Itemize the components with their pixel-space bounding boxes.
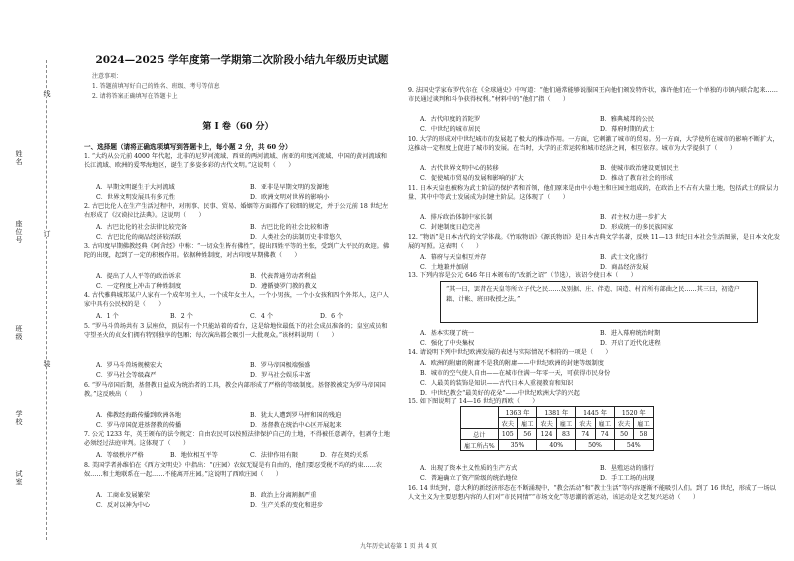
total-cell: 50	[614, 429, 633, 440]
year-1445: 1445 年	[576, 407, 615, 418]
question-11: 11. 日本天皇也被称为武士阶层的保护者和首领，他们原来是由中小地主和庄园主组成的，在政治上不占有大量土地，包括武士的阶层力量、其中中等武士发展成为封建主阶层。这体现了（ ）	[408, 185, 779, 202]
q5-option-b[interactable]: B．罗马帝国极端强盛	[250, 362, 311, 369]
edict-quote: “其一曰，罢昔在天皇等所立子代之民……及别据、庄、伴造、国造、村首所有部曲之民……其三曰，初造户籍、计帐、班田收授之法。”	[446, 286, 740, 303]
q13-option-d[interactable]: D．开启了近代化进程	[600, 340, 661, 347]
q9-option-c[interactable]: C．中世纪的城市居民	[420, 126, 481, 133]
cut-label-1: 线	[43, 90, 51, 97]
question-6: 6. “罗马帝国后期，基督教日益成为统治者的工具，教会内部形成了严格的等级制度。基督教被定为罗马帝国国教。”这反映出（ ）	[84, 382, 386, 399]
question-4: 4. 古代雅典城邦某户人家有一个成年男主人，一个成年女主人，一个小男孩，一个小女孩和四个外邦人，这户人家中具有公民权的是（ ）	[84, 292, 389, 309]
question-16: 16. 14 世纪时，意大利的新经济形态在不断涌现中，“教会活动”和“教士生活”等内容逐渐不能吸引人们。到了 16 世纪，形成了一场以人文主义为主要思想内容的人们对“市民同情”“市场文化”等思潮的新运动，该运动是文艺复兴运动（ ）	[408, 485, 776, 502]
q12-option-d[interactable]: D．商品经济发展	[600, 264, 649, 271]
seat-label: 座位号	[15, 220, 23, 244]
q11-option-d[interactable]: D．形成统一的多民族国家	[600, 224, 674, 231]
total-cell: 124	[537, 429, 556, 440]
q13-option-c[interactable]: C．强化了中央集权	[420, 340, 475, 347]
q12-option-a[interactable]: A．幕府与天皇相互并存	[420, 254, 487, 261]
q15-option-b[interactable]: B．垦殖运动的盛行	[600, 465, 655, 472]
q6-option-b[interactable]: B．犹太人遭到罗马抨和国的残迫	[250, 412, 342, 419]
binding-strip	[8, 60, 78, 540]
q10-option-b[interactable]: B．使城市政治建设更加民主	[600, 165, 679, 172]
q15-option-c[interactable]: C．普遍确立了资产阶级的统治地位	[420, 475, 518, 482]
ratio-label: 雇工所占%	[461, 440, 499, 451]
class-label: 班级	[15, 325, 23, 341]
q3-option-b[interactable]: B．代表普通劳动者利益	[250, 273, 317, 280]
cut-label-2: 订	[43, 230, 51, 237]
sub-header: 农夫	[576, 418, 595, 429]
ratio-cell: 40%	[537, 440, 576, 451]
section-heading: 一、选择题（请将正确选项填写到答题卡上，每小题 2 分，共 60 分）	[84, 143, 292, 151]
q13-option-b[interactable]: B．进入幕府统治时期	[600, 330, 661, 337]
q14-option-d[interactable]: D．中世纪教会“最美好的花朵”——中世纪欧洲大学的兴起	[420, 390, 580, 397]
ratio-cell: 50%	[576, 440, 615, 451]
q9-option-d[interactable]: D．幕府时期的武士	[600, 126, 655, 133]
q8-option-d[interactable]: D．生产关系的变化和进步	[250, 502, 324, 509]
q9-option-b[interactable]: B．雅典城邦的公民	[600, 116, 655, 123]
room-label: 试室	[15, 470, 23, 486]
q5-option-d[interactable]: D．罗马社会娱乐丰富	[250, 372, 311, 379]
edict-quote-box	[440, 281, 758, 323]
note-2: 2. 请将答案正确填写在答题卡上	[92, 93, 178, 100]
total-cell: 105	[498, 429, 517, 440]
q12-option-c[interactable]: C．土地兼并加剧	[420, 264, 469, 271]
q12-option-b[interactable]: B．武士文化盛行	[600, 254, 648, 261]
q2-option-c[interactable]: C．古巴比伦的商品经济较活跃	[96, 234, 182, 241]
q14-option-c[interactable]: C．人最美的装饰是知识——古代日本人重视教育和知识	[420, 380, 574, 387]
q4-option-c[interactable]: C．4 个	[250, 313, 274, 320]
q4-option-d[interactable]: D．6 个	[320, 313, 344, 320]
year-1363: 1363 年	[498, 407, 537, 418]
cut-label-3: 装	[43, 360, 51, 367]
q7-option-d[interactable]: D．存在契约关系	[320, 452, 369, 459]
q14-option-a[interactable]: A．欧洲的附庸的附庸不是我的附庸——中世纪欧洲的封建等级制度	[420, 360, 604, 367]
question-5: 5. “罗马斗兽场共有 3 层座位，顶层有一个只能站着的看台，这是给地位最低下的社会成员准备的；皇室成员和守望圣火的贞女们拥有特别独享的包厢；每次演出都会吸引一大批观众。”该材料说明（ ）	[84, 323, 388, 340]
table-row	[461, 407, 654, 418]
question-12: 12. “物语”是日本古代的文学体裁。《竹取物语》《源氏物语》是日本古典文学名著，反映 11—13 世纪日本社会生活图景，是日本文化发展的写照。这表明（ ）	[408, 234, 780, 251]
cut-line	[46, 60, 47, 540]
q14-option-b[interactable]: B．城市的空气使人自由——在城市住满一年零一天，可获得市民身份	[420, 370, 611, 377]
ratio-cell: 54%	[614, 440, 653, 451]
question-14: 14. 请说明下列中世纪欧洲发展的表述与实际情况不相符的一项是（ ）	[408, 349, 612, 356]
q1-option-c[interactable]: C．世界文明发展具有多元性	[96, 194, 175, 201]
question-3: 3. 古印度早期佛教经典《阿含经》中称：“一切众生皆有佛性”，提出四姓平等的主张，受到广大平民的欢迎。佛陀的出现，起到了一定的积极作用。依据种姓制度，对古印度早期佛教（ ）	[84, 243, 390, 260]
question-7: 7. 公元 1233 年，英王颁布的法令规定：自由农民可以按照法律保护自己的土地，不得被任意剥夺，但剥夺土地必须经过法庭审判。这体现了（ ）	[84, 431, 390, 448]
q6-option-c[interactable]: C．罗马帝国促进基督教的传播	[96, 422, 182, 429]
table-corner	[461, 407, 499, 429]
q7-option-c[interactable]: C．法律作用有限	[250, 452, 299, 459]
total-cell: 56	[518, 429, 537, 440]
q10-option-d[interactable]: D．推动了教育社会的形成	[600, 175, 674, 182]
q3-option-a[interactable]: A．提出了人人平等的政治诉求	[96, 273, 181, 280]
question-1: 1. “大约从公元前 4000 年代起，北非的尼罗河流域、西亚的两河流域、南亚的印度河流域、中国的黄河流域和长江流域、欧洲的爱琴海地区，诞生了多姿多彩的古代文明。”这说明（ ）	[84, 153, 387, 170]
sub-header: 雇工	[595, 418, 614, 429]
question-2: 2. 古巴比伦人在生产生活过程中，对刑事、民事、贸易、婚姻等方面都作了较细的规定，并于公元前 18 世纪左右形成了《汉谟拉比法典》。这说明（ ）	[84, 203, 389, 220]
question-13: 13. 下列内容是公元 646 年日本颁布的“改新之诏”（节选），该诏令使日本（ ）	[408, 272, 637, 279]
total-cell: 74	[576, 429, 595, 440]
year-1520: 1520 年	[614, 407, 653, 418]
roll-heading: 第 I 卷（60 分）	[202, 122, 274, 132]
q8-option-a[interactable]: A．工商业发展繁荣	[96, 492, 150, 499]
notes	[92, 72, 392, 102]
page-footer: 九年历史试卷第 1 页 共 4 页	[360, 543, 438, 550]
q3-option-d[interactable]: D．遵循婆罗门教的教义	[250, 283, 317, 290]
q10-option-c[interactable]: C．促使城市贸易的发展和影响的扩大	[420, 175, 524, 182]
q11-option-a[interactable]: A．排斥政治体制中家长制	[420, 214, 493, 221]
year-1381: 1381 年	[537, 407, 576, 418]
sub-header: 农夫	[498, 418, 517, 429]
q2-option-b[interactable]: B．古巴比伦的社会比较和谐	[250, 224, 329, 231]
q1-option-d[interactable]: D．欧洲文明对世界的影响小	[250, 194, 330, 201]
notes-head: 注意事项：	[92, 73, 123, 80]
question-8: 8. 美国学者孙维伯在《西方文明史》中指出：“(庄园）农奴无疑是有自由的，他们要忍受税不均的约束……农奴……和土地联系在一起……不能离开庄园。”这说明了西欧庄园（ ）	[84, 462, 383, 479]
sub-header: 雇工	[556, 418, 575, 429]
total-cell: 58	[634, 429, 653, 440]
total-label: 总计	[461, 429, 499, 440]
note-1: 1. 答题前填写好自己的姓名、班级、考号等信息	[92, 83, 220, 90]
q2-option-a[interactable]: A．古巴比伦的社会法律比较完备	[96, 224, 188, 231]
q9-option-a[interactable]: A．古代印度的首陀罗	[420, 116, 481, 123]
q1-option-a[interactable]: A．早期文明诞生于大河流域	[96, 184, 175, 191]
q8-option-b[interactable]: B．政治上分离割据严重	[250, 492, 317, 499]
q6-option-d[interactable]: D．基督教在统治中心区开展起来	[250, 422, 342, 429]
total-cell: 83	[556, 429, 575, 440]
sub-header: 雇工	[518, 418, 537, 429]
question-15: 15. 如下图说明了 14—16 世纪的西欧（ ）	[408, 398, 539, 405]
table-row	[461, 429, 654, 440]
sub-header: 农夫	[614, 418, 633, 429]
q2-option-d[interactable]: D．人类社会的法制历史非常悠久	[250, 234, 342, 241]
q4-option-b[interactable]: B．2 个	[170, 313, 193, 320]
name-label: 姓名	[15, 150, 23, 166]
q11-option-b[interactable]: B．君主权力进一步扩大	[600, 214, 667, 221]
sub-header: 雇工	[634, 418, 653, 429]
total-cell: 74	[595, 429, 614, 440]
labor-table	[460, 406, 654, 451]
table-row	[461, 440, 654, 451]
q7-option-b[interactable]: B．地位相互平等	[170, 452, 218, 459]
q15-option-a[interactable]: A．出现了资本主义性质的生产方式	[420, 465, 518, 472]
ratio-cell: 35%	[498, 440, 537, 451]
q10-option-a[interactable]: A．古代世界文明中心的转移	[420, 165, 499, 172]
question-10: 10. 大学的形成对中世纪城市的发展起了极大的推动作用。一方面，它刺激了城市的贸易。另一方面，大学使所在城市的影响不断扩大，这推动一定程度上促进了城市的发展。在当时，大学的正常运转和城市经济之间，相互依存。城市为大学提供了（ ）	[408, 136, 779, 153]
page-title: 2024—2025 学年度第一学期第二次阶段小结九年级历史试题	[95, 54, 389, 66]
sub-header: 农夫	[537, 418, 556, 429]
q6-option-a[interactable]: A．佛教经海路传播到欧洲各地	[96, 412, 181, 419]
school-label: 学校	[15, 410, 23, 426]
q15-option-d[interactable]: D．手工工场的出现	[600, 475, 655, 482]
q7-option-a[interactable]: A．等级秩序严格	[96, 452, 144, 459]
q13-option-a[interactable]: A．基本实现了统一	[420, 330, 474, 337]
q4-option-a[interactable]: A．1 个	[96, 313, 119, 320]
q5-option-c[interactable]: C．罗马社会等级森严	[96, 372, 157, 379]
question-9: 9. 法国史学家布罗代尔在《全球通史》中写道：“他们通常能够说服国王向他们颁发特许状，准许他们在一个单独的市镇内联合起来……市民通过谈判和斗争获得权利。”材料中的“他们”指（ ）	[408, 87, 778, 104]
q3-option-c[interactable]: C．一定程度上冲击了种姓制度	[96, 283, 182, 290]
q8-option-c[interactable]: C．反对以神为中心	[96, 502, 151, 509]
q1-option-b[interactable]: B．亚非是早期文明的发源地	[250, 184, 329, 191]
q11-option-c[interactable]: C．封建制度日趋完善	[420, 224, 481, 231]
q5-option-a[interactable]: A．罗马斗兽场规模宏大	[96, 362, 163, 369]
